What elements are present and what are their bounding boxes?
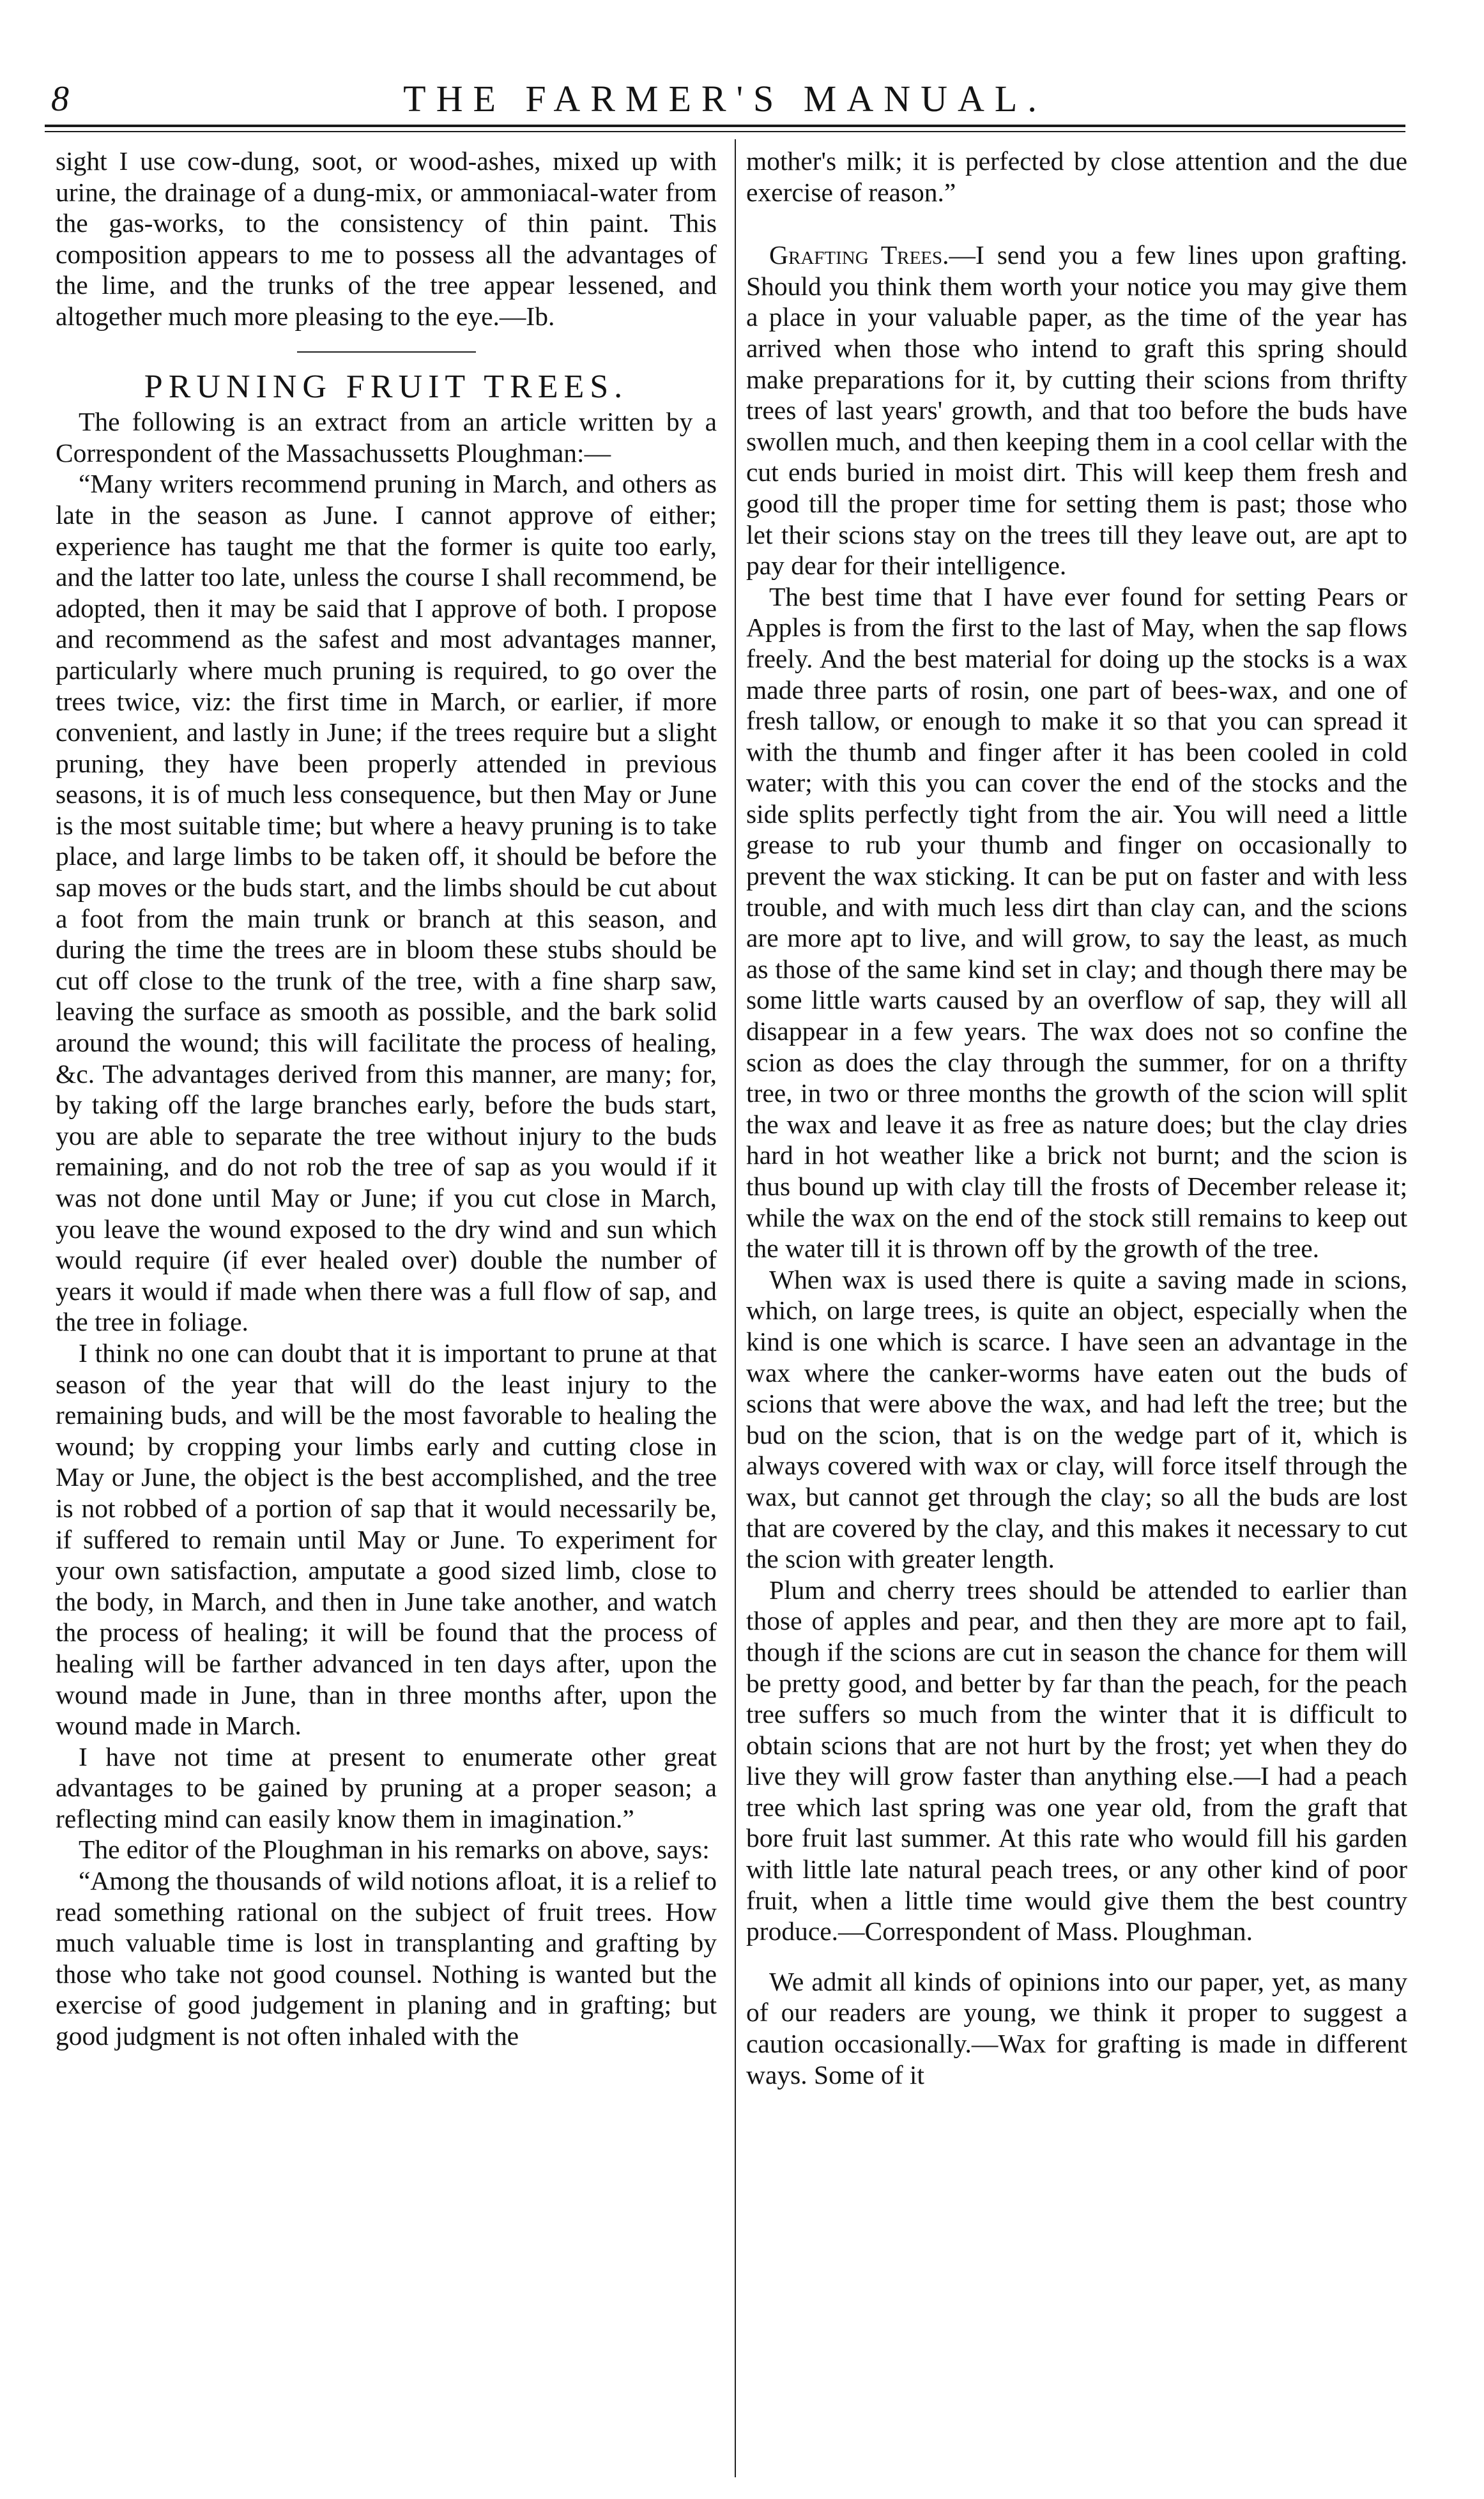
section-title: PRUNING FRUIT TREES.	[144, 368, 629, 405]
intro-paragraph: The following is an extract from an article written by a Correspondent of the Massachussetts Ploughman:—	[56, 407, 717, 468]
grafting-lead: Grafting Trees.	[769, 240, 949, 270]
editor-note: We admit all kinds of opinions into our paper, yet, as many of our readers are young, we think it proper to suggest a caution occasionally.—Wax for grafting is made in different ways. Some of it	[746, 1966, 1407, 2090]
left-column	[56, 146, 717, 2052]
article-paragraph: “Many writers recommend pruning in March, and others as late in the season as June. I cannot approve of either; experience has taught me that the former is quite too early, and the latter too late, unless the course I shall recommend, be adopted, then it may be said that I approve of both. I propose and recommend as the safest and most advantages manner, particularly where much pruning is required, to go over the trees twice, viz: the first time in March, or earlier, if more convenient, and lastly in June; if the trees require but a slight pruning, they have been properly attended in previous seasons, it is of much less consequence, but then May or June is the most suitable time; but where a heavy pruning is to take place, and large limbs to be taken off, it should be before the sap moves or the buds start, and the limbs should be cut about a foot from the main trunk or branch at this season, and during the time the trees are in bloom these stubs should be cut off close to the trunk of the tree, with a fine sharp saw, leaving the surface as smooth as possible, and the bark solid around the wound; this will facilitate the process of healing, &c. The advantages derived from this manner, are many; for, by taking off the large branches early, before the buds start, you are able to separate the tree without injury to the buds remaining, and do not rob the tree of sap as you would if it was not done until May or June; if you cut close in March, you leave the wound exposed to the dry wind and sun which would require (if ever healed over) double the number of years it would if made when there was a full flow of sap, and the tree in foliage.	[56, 469, 717, 1337]
article-paragraph: Plum and cherry trees should be attended to earlier than those of apples and pear, and then they are more apt to fail, though if the scions are cut in season the chance for them will be pretty good, and better by far than the peach, for the peach tree suffers so much from the winter that it is difficult to obtain scions that are not hurt by the frost; yet when they do live they will grow faster than anything else.—I had a peach tree which last spring was one year old, from the graft that bore fruit last summer. At this rate who would fill his garden with little late natural peach trees, or any other kind of poor fruit, when a little time would give them the best country produce.—Correspondent of Mass. Ploughman.	[746, 1575, 1407, 1946]
section-divider	[297, 351, 476, 353]
page-header	[45, 77, 1405, 121]
grafting-paragraph	[746, 240, 1407, 581]
opening-paragraph: sight I use cow-dung, soot, or wood-ashes, mixed up with urine, the drainage of a dung-mix, or ammoniacal-water from the gas-works, to the consistency of thin paint. This composition appears to me to possess all the advantages of the lime, and the trunks of the tree appear lessened, and altogether much more pleasing to the eye.—Ib.	[56, 146, 717, 331]
page-number: 8	[51, 79, 69, 119]
paragraph-gap	[746, 208, 1407, 240]
article-paragraph: The best time that I have ever found for setting Pears or Apples is from the first to the last of May, when the sap flows freely. And the best material for doing up the stocks is a wax made three parts of rosin, one part of bees-wax, and one of fresh tallow, or enough to make it so that you can spread it with the thumb and finger after it has been cooled in cold water; with this you can cover the end of the stocks and the side splits perfectly tight from the air. You will need a little grease to rub your thumb and finger on occasionally to prevent the wax sticking. It can be put on faster and with less trouble, and with much less dirt than clay can, and the scions are more apt to live, and will grow, to say the least, as much as those of the same kind set in clay; and though there may be some little warts caused by an overflow of sap, they will all disappear in a few years. The wax does not so confine the scion as does the clay through the summer, for on a thrifty tree, in two or three months the growth of the scion will split the wax and leave it as free as nature does; but the clay dries hard in hot weather like a brick not burnt; and the scion is thus bound up with clay till the frosts of December release it; while the wax on the end of the stock still remains to keep out the water till it is thrown off by the growth of the tree.	[746, 581, 1407, 1264]
grafting-body: —I send you a few lines upon grafting. Should you think them worth your notice you may give them a place in your valuable paper, as the time of the year has arrived when those who intend to graft this spring should make preparations for it, by cutting their scions from thrifty trees of last years' growth, and that too before the buds have swollen much, and then keeping them in a cool cellar with the cut ends buried in moist dirt. This will keep them fresh and good till the proper time for setting them is past; those who let their scions stay on the trees till they leave out, are apt to pay dear for their intelligence.	[746, 240, 1407, 581]
continuation-paragraph: mother's milk; it is perfected by close attention and the due exercise of reason.”	[746, 146, 1407, 207]
article-paragraph: I have not time at present to enumerate other great advantages to be gained by pruning at a proper season; a reflecting mind can easily know them in imagination.”	[56, 1741, 717, 1833]
right-column	[746, 146, 1407, 2090]
article-paragraph: I think no one can doubt that it is important to prune at that season of the year that will do the least injury to the remaining buds, and will be the most favorable to healing the wound; by cropping your limbs early and cutting close in May or June, the object is the best accomplished, and the tree is not robbed of a portion of sap that it would necessarily be, if suffered to remain until May or June. To experiment for your own satisfaction, amputate a good sized limb, close to the body, in March, and then in June take another, and watch the process of healing; it will be found that the process of healing will be farther advanced in ten days after, upon the wound made in June, than in three months after, upon the wound made in March.	[56, 1338, 717, 1741]
paragraph-gap	[746, 1947, 1407, 1966]
article-paragraph: When wax is used there is quite a saving made in scions, which, on large trees, is quite an object, especially when the kind is one which is scarce. I have seen an advantage in the wax where the canker-worms have eaten out the buds of scions that were above the wax, and had left the tree; but the bud on the scion, that is on the wedge part of it, which is always covered with wax or clay, will force itself through the wax, but cannot get through the clay; so all the buds are lost that are covered by the clay, and this makes it necessary to cut the scion with greater length.	[746, 1264, 1407, 1574]
header-rule	[45, 125, 1405, 127]
article-paragraph: The editor of the Ploughman in his remarks on above, says:	[79, 1835, 710, 1865]
column-divider	[735, 139, 736, 2477]
header-rule-thin	[45, 131, 1405, 132]
article-paragraph: “Among the thousands of wild notions afloat, it is a relief to read something rational on the subject of fruit trees. How much valuable time is lost in transplanting and grafting by those who take not good counsel. Nothing is wanted but the exercise of good judgement in planing and in grafting; but good judgment is not often inhaled with the	[56, 1866, 717, 2051]
running-title: THE FARMER'S MANUAL.	[403, 78, 1047, 119]
